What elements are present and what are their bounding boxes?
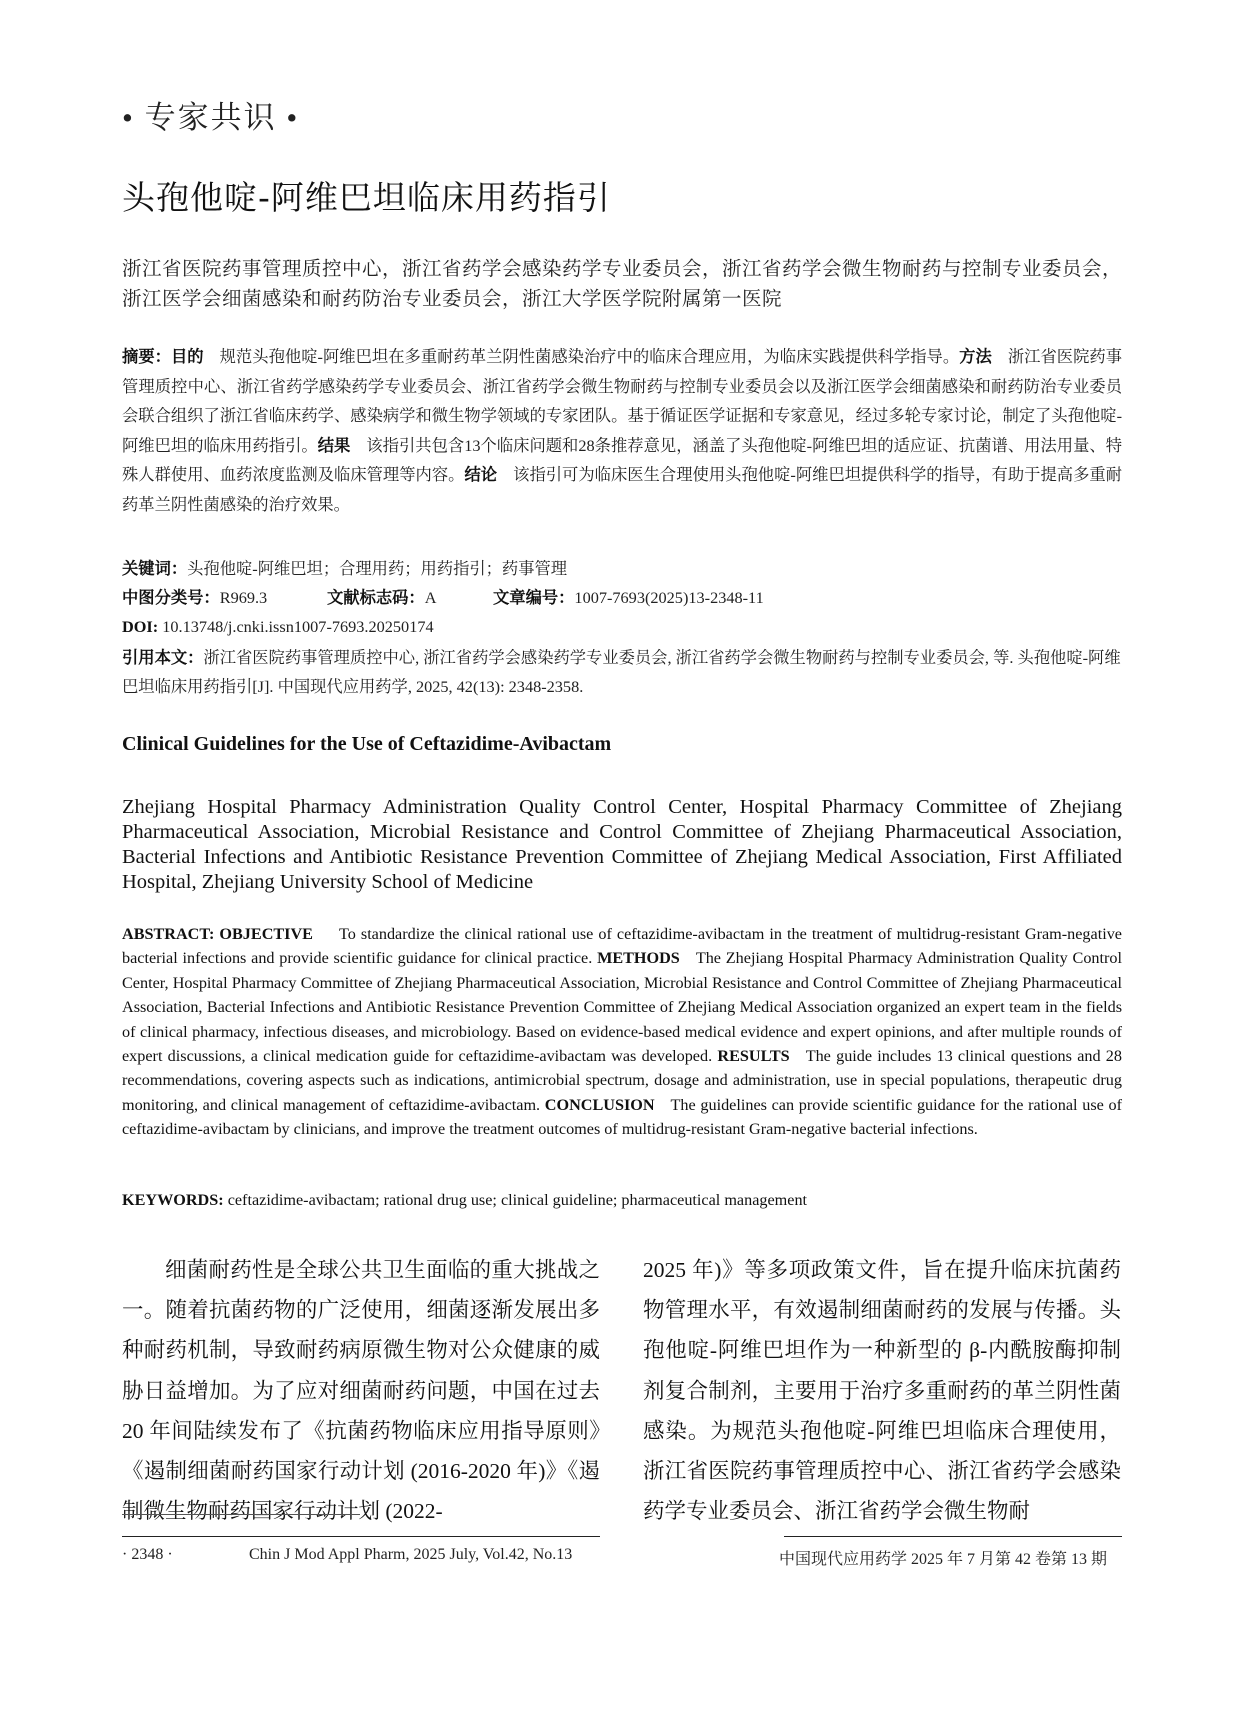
en-results-label: RESULTS xyxy=(717,1047,790,1066)
english-authors: Zhejiang Hospital Pharmacy Administration Quality Control Center, Hospital Pharmacy Committee of Zhejiang Pharmaceutical Association, Microbial Resistance and Control Committee of Zhejiang Pharmaceutical Association, Bacterial Infections and Antibiotic Resistance Prevention Committee of Zhejiang Medical Association, First Affiliated Hospital, Zhejiang University School of Medicine xyxy=(122,796,1122,893)
doi-row xyxy=(122,614,1122,640)
article-no-value: 1007-7693(2025)13-2348-11 xyxy=(574,588,764,607)
abstract-cn xyxy=(122,342,1122,520)
en-keywords-label: KEYWORDS: xyxy=(122,1191,224,1209)
english-keywords xyxy=(122,1191,807,1210)
citation xyxy=(122,643,1122,701)
en-conclusion-label: CONCLUSION xyxy=(544,1095,655,1114)
footnote-divider xyxy=(122,1514,360,1515)
body-left-column: 细菌耐药性是全球公共卫生面临的重大挑战之一。随着抗菌药物的广泛使用，细菌逐渐发展出多种耐药机制，导致耐药病原微生物对公众健康的威胁日益增加。为了应对细菌耐药问题，中国在过去 20 年间陆续发布了《抗菌药物临床应用指导原则》《遏制细菌耐药国家行动计划 (2016-2020 年)》《遏制微生物耐药国家行动计划 (2022- xyxy=(122,1258,600,1524)
conclusion-text: 该指引可为临床医生合理使用头孢他啶-阿维巴坦提供科学的指导，有助于提高多重耐药革兰阴性菌感染的治疗效果。 xyxy=(122,465,1122,514)
keywords-text: 头孢他啶-阿维巴坦；合理用药；用药指引；药事管理 xyxy=(187,559,568,578)
objective-text: 规范头孢他啶-阿维巴坦在多重耐药革兰阴性菌感染治疗中的临床合理应用，为临床实践提供科学指导。 xyxy=(219,347,960,366)
results-text: 该指引共包含13个临床问题和28条推荐意见，涵盖了头孢他啶-阿维巴坦的适应证、抗菌谱、用法用量、特殊人群使用、血药浓度监测及临床管理等内容。 xyxy=(122,435,1122,485)
footer-rule-left xyxy=(122,1536,600,1537)
doi-label: DOI: xyxy=(122,617,159,636)
keywords-cn xyxy=(122,556,1122,582)
classification-row xyxy=(122,585,1122,611)
en-objective: To standardize the clinical rational use of ceftazidime-avibactam in the treatment of multidrug-resistant Gram-negative bacterial infections and provide scientific guidance for clinical practice. xyxy=(122,925,1122,968)
en-conclusion: The guidelines can provide scientific guidance for the rational use of ceftazidime-avibactam by clinicians, and improve the treatment outcomes of multidrug-resistant Gram-negative bacterial infections. xyxy=(122,1095,1122,1139)
cite-text: 浙江省医院药事管理质控中心, 浙江省药学会感染药学专业委员会, 浙江省药学会微生物耐药与控制专业委员会, 等. 头孢他啶-阿维巴坦临床用药指引[J]. 中国现代应用药学, 2025, 42(13): 2348-2358. xyxy=(122,648,1121,696)
methods-text: 浙江省医院药事管理质控中心、浙江省药学感染药学专业委员会、浙江省药学会微生物耐药与控制专业委员会以及浙江医学会细菌感染和耐药防治专业委员会联合组织了浙江省临床药学、感染病学和微生物学领域的专家团队。基于循证医学证据和专家意见，经过多轮专家讨论，制定了头孢他啶-阿维巴坦的临床用药指引。 xyxy=(122,347,1122,455)
article-no-label: 文章编号： xyxy=(493,588,575,607)
results-label: 结果 xyxy=(317,435,351,455)
conclusion-label: 结论 xyxy=(464,465,498,485)
clc-value: R969.3 xyxy=(219,588,268,607)
footer-rule-right xyxy=(784,1536,1122,1537)
doc-code-label: 文献标志码： xyxy=(327,588,425,607)
english-abstract xyxy=(122,922,1122,1142)
clc-label: 中图分类号： xyxy=(122,588,220,607)
abstract-label: 摘要： xyxy=(122,347,171,366)
section-tag: • 专家共识 • xyxy=(122,100,300,135)
journal-name-en: Chin J Mod Appl Pharm, 2025 July, Vol.42, No.13 xyxy=(249,1546,573,1563)
objective-label: 目的 xyxy=(170,347,204,366)
doc-code-value: A xyxy=(424,588,437,607)
keywords-label: 关键词： xyxy=(122,559,188,578)
english-title: Clinical Guidelines for the Use of Ceftazidime-Avibactam xyxy=(122,733,612,755)
en-keywords-text: ceftazidime-avibactam; rational drug use; clinical guideline; pharmaceutical management xyxy=(227,1191,808,1209)
methods-label: 方法 xyxy=(959,347,992,366)
body-right-column: 2025 年)》等多项政策文件，旨在提升临床抗菌药物管理水平，有效遏制细菌耐药的发展与传播。头孢他啶-阿维巴坦作为一种新型的 β-内酰胺酶抑制剂复合制剂，主要用于治疗多重耐药的革兰阴性菌感染。为规范头孢他啶-阿维巴坦临床合理使用，浙江省医院药事管理质控中心、浙江省药学会感染药学专业委员会、浙江省药学会微生物耐 xyxy=(643,1258,1121,1524)
en-results: The guide includes 13 clinical questions and 28 recommendations, covering aspects such as indications, antimicrobial spectrum, dosage and administration, use in special populations, therapeutic drug monitoring, and clinical management of ceftazidime-avibactam. xyxy=(122,1047,1122,1114)
doi-value[interactable]: 10.13748/j.cnki.issn1007-7693.20250174 xyxy=(162,617,434,636)
en-methods: The Zhejiang Hospital Pharmacy Administration Quality Control Center, Hospital Pharmacy Committee of Zhejiang Pharmaceutical Association, Microbial Resistance and Control Committee of Zhejiang Pharmaceutical Association, Bacterial Infections and Antibiotic Resistance Prevention Committee of Zhejiang Medical Association organized an expert team in the fields of clinical pharmacy, infectious diseases, and microbiology. Based on evidence-based medical evidence and expert opinions, and after multiple rounds of expert discussions, a clinical medication guide for ceftazidime-avibactam was developed. xyxy=(122,949,1122,1066)
en-methods-label: METHODS xyxy=(597,949,680,968)
page-number: · 2348 · xyxy=(122,1546,173,1563)
authors-cn: 浙江省医院药事管理质控中心，浙江省药学会感染药学专业委员会，浙江省药学会微生物耐药与控制专业委员会，浙江医学会细菌感染和耐药防治专业委员会，浙江大学医学院附属第一医院 xyxy=(122,259,1123,310)
article-title: 头孢他啶-阿维巴坦临床用药指引 xyxy=(122,178,611,217)
journal-name-cn: 中国现代应用药学 2025 年 7 月第 42 卷第 13 期 xyxy=(779,1551,1108,1568)
en-abstract-label: ABSTRACT: OBJECTIVE xyxy=(122,925,313,943)
cite-label: 引用本文： xyxy=(122,648,204,667)
